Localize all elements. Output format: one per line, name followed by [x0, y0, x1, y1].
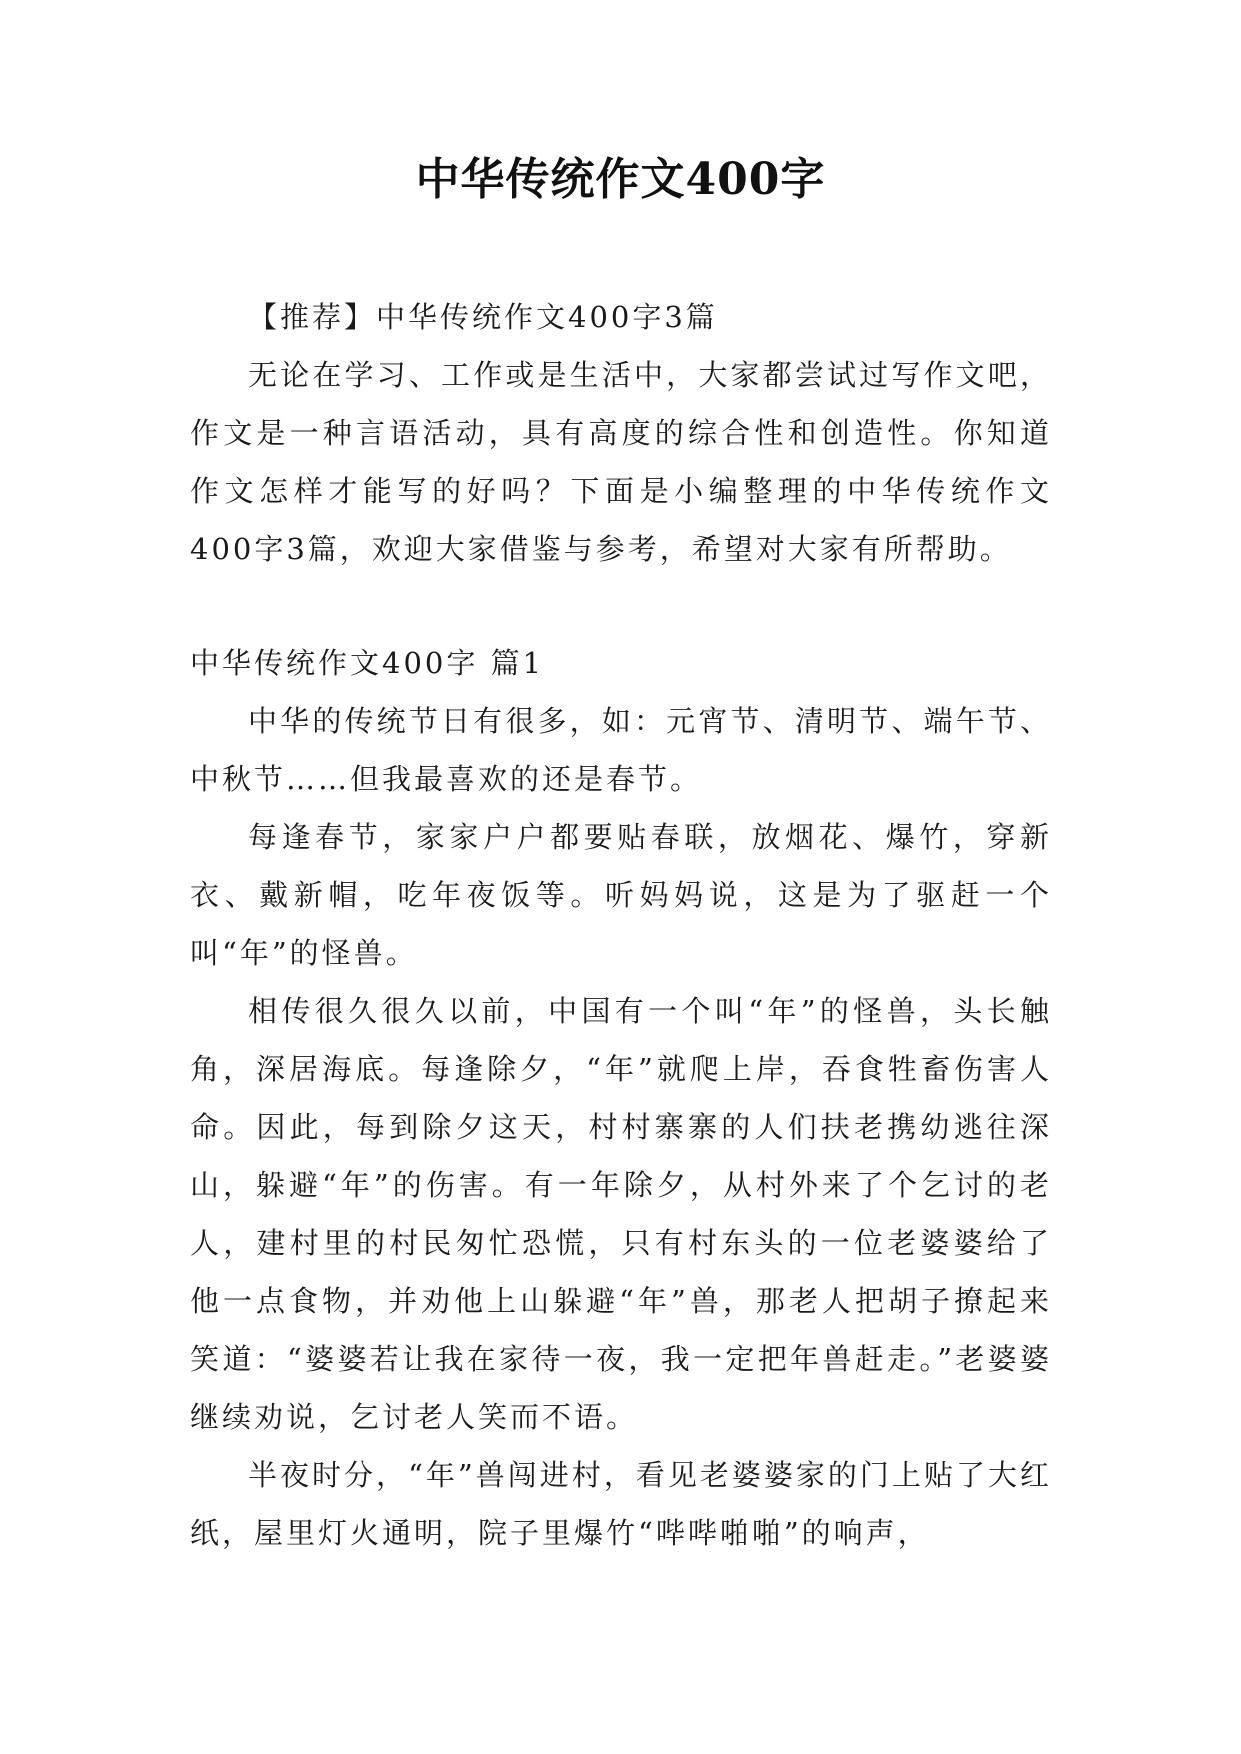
section-gap — [190, 578, 1052, 634]
body-paragraph-3: 相传很久很久以前，中国有一个叫“年”的怪兽，头长触角，深居海底。每逢除夕，“年”就爬上岸，吞食牲畜伤害人命。因此，每到除夕这天，村村寨寨的人们扶老携幼逃往深山，躲避“年”的伤害。有一年除夕，从村外来了个乞讨的老人，建村里的村民匆忙恐慌，只有村东头的一位老婆婆给了他一点食物，并劝他上山躲避“年”兽，那老人把胡子撩起来笑道：“婆婆若让我在家待一夜，我一定把年兽赶走。”老婆婆继续劝说，乞讨老人笑而不语。 — [190, 994, 1052, 1434]
body-paragraph-4: 半夜时分，“年”兽闯进村，看见老婆婆家的门上贴了大红纸，屋里灯火通明，院子里爆竹“哔哔啪啪”的响声， — [190, 1458, 1052, 1550]
intro-paragraph: 无论在学习、工作或是生活中，大家都尝试过写作文吧，作文是一种言语活动，具有高度的综合性和创造性。你知道作文怎样才能写的好吗？下面是小编整理的中华传统作文400字3篇，欢迎大家借鉴与参考，希望对大家有所帮助。 — [190, 358, 1052, 566]
body-paragraph-2: 每逢春节，家家户户都要贴春联，放烟花、爆竹，穿新衣、戴新帽，吃年夜饭等。听妈妈说，这是为了驱赶一个叫“年”的怪兽。 — [190, 820, 1052, 970]
document-body — [190, 288, 1052, 1562]
body-paragraph-1: 中华的传统节日有很多，如：元宵节、清明节、端午节、中秋节……但我最喜欢的还是春节。 — [190, 704, 1052, 796]
recommend-line: 【推荐】中华传统作文400字3篇 — [248, 300, 718, 334]
section-heading: 中华传统作文400字 篇1 — [190, 646, 545, 680]
document-title: 中华传统作文400字 — [415, 154, 826, 205]
